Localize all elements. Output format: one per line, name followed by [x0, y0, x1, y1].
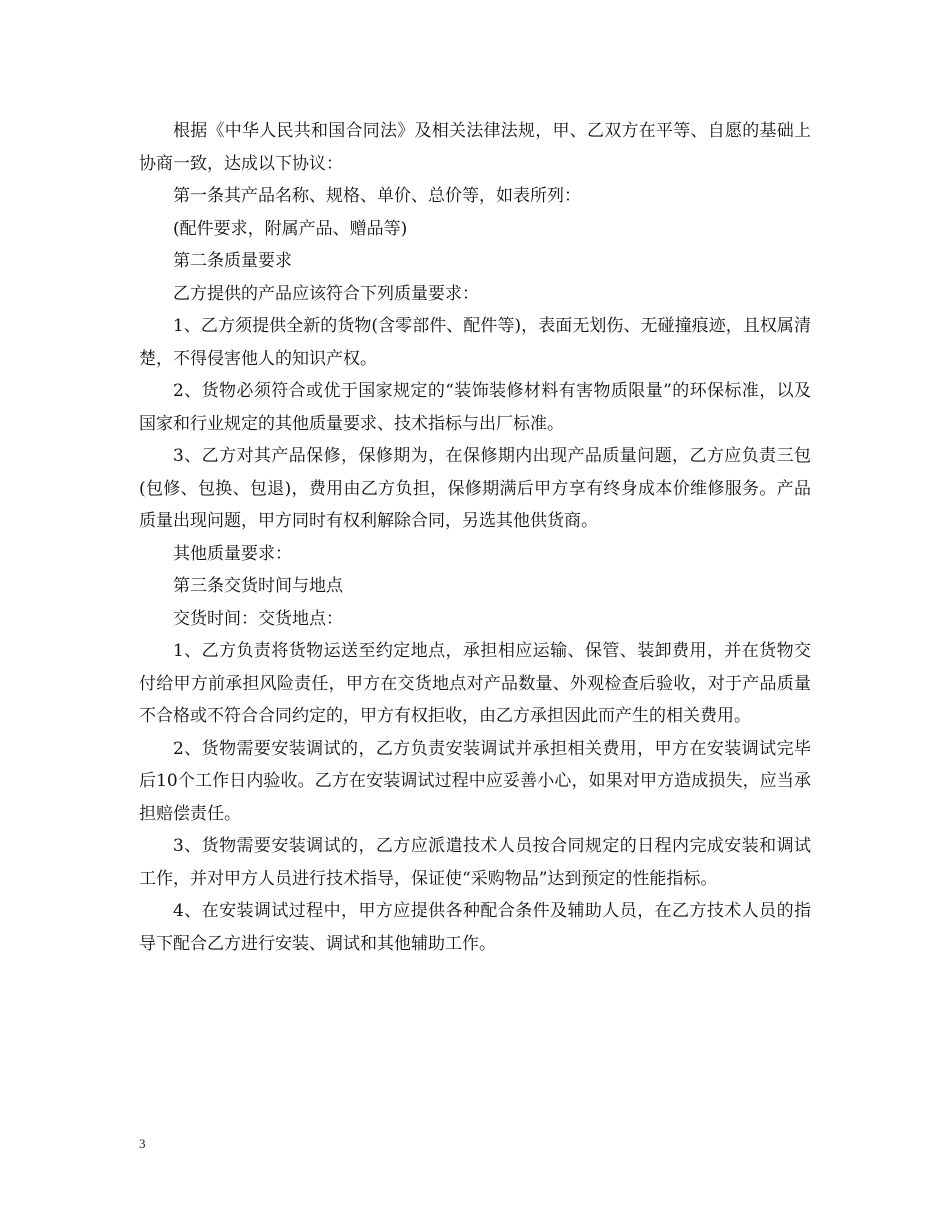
paragraph-quality-2: 2、货物必须符合或优于国家规定的“装饰装修材料有害物质限量”的环保标准，以及国家和行业规定的其他质量要求、技术指标与出厂标准。 [139, 381, 811, 434]
paragraph-delivery-3: 3、货物需要安装调试的，乙方应派遣技术人员按合同规定的日程内完成安装和调试工作，并对甲方人员进行技术指导，保证使“采购物品”达到预定的性能指标。 [139, 836, 811, 889]
paragraph-delivery-time: 交货时间：交货地点： [173, 608, 343, 629]
paragraph-article-3-title: 第三条交货时间与地点 [173, 576, 343, 596]
paragraph-quality-1: 1、乙方须提供全新的货物(含零部件、配件等)，表面无划伤、无碰撞痕迹，且权属清楚，不得侵害他人的知识产权。 [139, 316, 811, 369]
paragraph-accessories: (配件要求，附属产品、赠品等) [173, 218, 408, 239]
paragraph-intro: 根据《中华人民共和国合同法》及相关法律法规，甲、乙双方在平等、自愿的基础上协商一致，达成以下协议： [139, 121, 811, 174]
paragraph-delivery-2: 2、货物需要安装调试的，乙方负责安装调试并承担相关费用，甲方在安装调试完毕后10个工作日内验收。乙方在安装调试过程中应妥善小心，如果对甲方造成损失，应当承担赔偿责任。 [139, 738, 811, 824]
paragraph-delivery-4: 4、在安装调试过程中，甲方应提供各种配合条件及辅助人员，在乙方技术人员的指导下配合乙方进行安装、调试和其他辅助工作。 [139, 901, 811, 954]
paragraph-other-quality: 其他质量要求： [173, 543, 292, 564]
paragraph-article-2-title: 第二条质量要求 [173, 251, 292, 271]
paragraph-delivery-1: 1、乙方负责将货物运送至约定地点，承担相应运输、保管、装卸费用，并在货物交付给甲方前承担风险责任，甲方在交货地点对产品数量、外观检查后验收，对于产品质量不合格或不符合合同约定的，甲方有权拒收，由乙方承担因此而产生的相关费用。 [139, 641, 811, 726]
paragraph-quality-intro: 乙方提供的产品应该符合下列质量要求： [173, 283, 479, 304]
page-number: 3 [139, 1136, 146, 1151]
paragraph-quality-3: 3、乙方对其产品保修，保修期为，在保修期内出现产品质量问题，乙方应负责三包(包修、包换、包退)，费用由乙方负担，保修期满后甲方享有终身成本价维修服务。产品质量出现问题，甲方同时有权利解除合同，另选其他供货商。 [139, 446, 811, 531]
document-body [139, 115, 811, 960]
paragraph-article-1: 第一条其产品名称、规格、单价、总价等，如表所列： [173, 186, 581, 206]
